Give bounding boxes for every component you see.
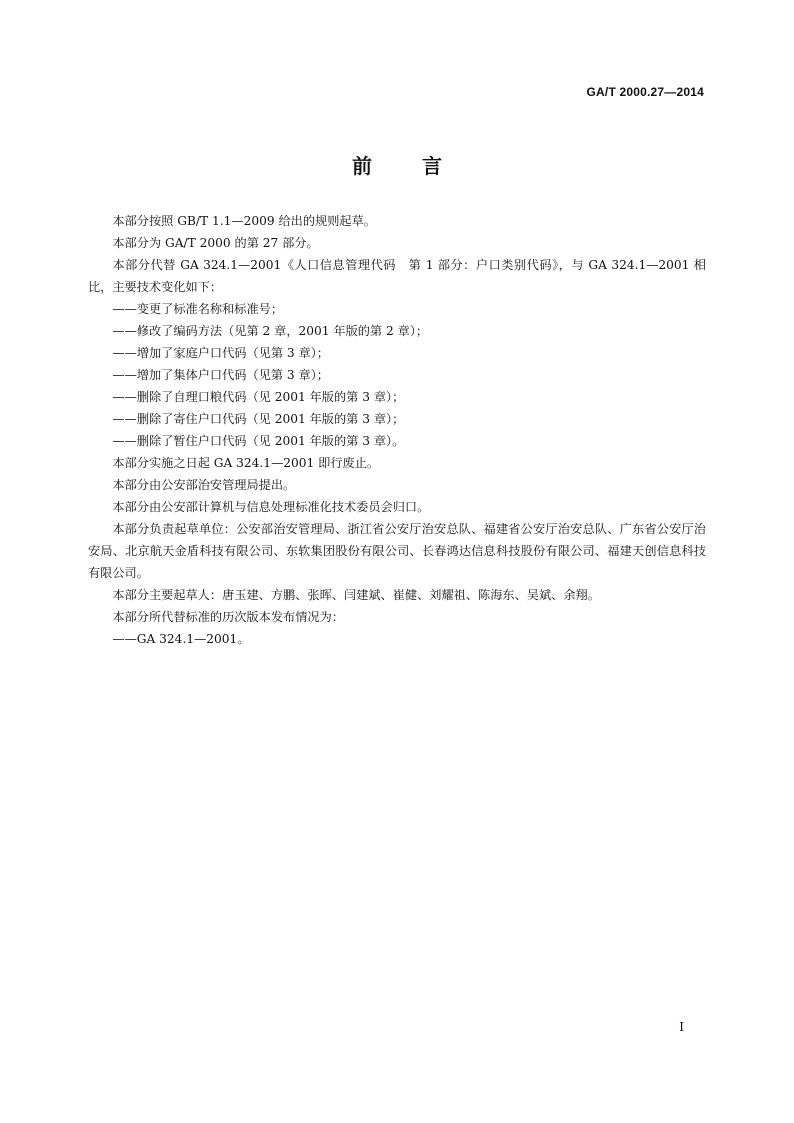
title-char-1: 前 <box>352 154 372 178</box>
paragraph-replacement: 本部分代替 GA 324.1—2001《人口信息管理代码 第 1 部分：户口类别代码》，与 GA 324.1—2001 相比，主要技术变化如下： <box>88 258 706 294</box>
change-item: ——删除了自理口粮代码（见 2001 年版的第 3 章）； <box>112 390 405 404</box>
paragraph-drafting-units: 本部分负责起草单位：公安部治安管理局、浙江省公安厅治安总队、福建省公安厅治安总队、广东省公安厅治安局、北京航天金盾科技有限公司、东软集团股份有限公司、长春鸿达信息科技股份有限公司、福建天创信息科技有限公司。 <box>88 522 706 580</box>
change-item: ——增加了家庭户口代码（见第 3 章）； <box>112 346 329 360</box>
paragraph-committee: 本部分由公安部计算机与信息处理标准化技术委员会归口。 <box>112 500 430 514</box>
foreword-body <box>88 210 706 650</box>
title-char-2: 言 <box>422 154 442 178</box>
paragraph-part-number: 本部分为 GA/T 2000 的第 27 部分。 <box>112 236 319 250</box>
change-item: ——增加了集体户口代码（见第 3 章）； <box>112 368 329 382</box>
change-item: ——删除了暂住户口代码（见 2001 年版的第 3 章）。 <box>112 434 405 448</box>
document-code: GA/T 2000.27—2014 <box>586 85 704 99</box>
paragraph-history: 本部分所代替标准的历次版本发布情况为： <box>112 610 344 624</box>
paragraph-abolition: 本部分实施之日起 GA 324.1—2001 即行废止。 <box>112 456 380 470</box>
paragraph-drafting-rules: 本部分按照 GB/T 1.1—2009 给出的规则起草。 <box>112 214 376 228</box>
change-item: ——删除了寄住户口代码（见 2001 年版的第 3 章）； <box>112 412 405 426</box>
change-item: ——修改了编码方法（见第 2 章，2001 年版的第 2 章）； <box>112 324 429 338</box>
paragraph-drafters: 本部分主要起草人：唐玉建、方鹏、张晖、闫建斌、崔健、刘耀祖、陈海东、吴斌、余翔。 <box>112 588 600 602</box>
page-number: I <box>679 1020 684 1034</box>
page-title <box>0 150 794 179</box>
history-item: ——GA 324.1—2001。 <box>112 632 250 646</box>
paragraph-proposer: 本部分由公安部治安管理局提出。 <box>112 478 296 492</box>
change-item: ——变更了标准名称和标准号； <box>112 302 284 316</box>
